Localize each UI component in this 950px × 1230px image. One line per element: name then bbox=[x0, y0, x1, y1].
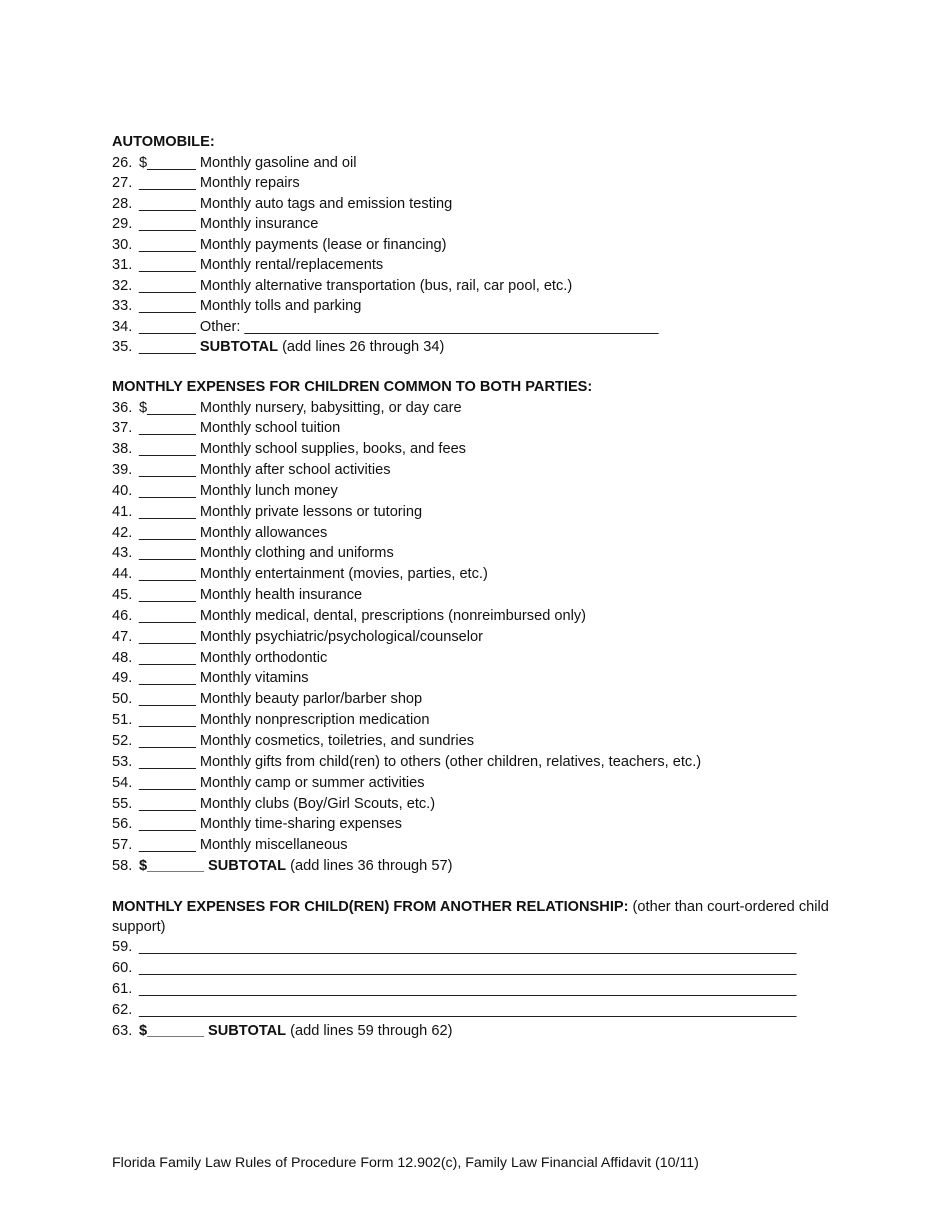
line-label: Monthly alternative transportation (bus, rail, car pool, etc.) bbox=[199, 277, 573, 294]
amount-blank[interactable]: _______ bbox=[139, 712, 196, 729]
line-number: 27. bbox=[112, 175, 133, 191]
form-line bbox=[112, 564, 842, 585]
form-line bbox=[112, 668, 842, 689]
amount-blank[interactable]: _______ bbox=[139, 524, 196, 541]
children-common-section bbox=[112, 377, 842, 877]
form-line bbox=[112, 585, 842, 606]
line-number: 63. bbox=[112, 1022, 133, 1039]
line-number: 43. bbox=[112, 545, 133, 562]
line-number: 38. bbox=[112, 441, 133, 458]
line-number: 39. bbox=[112, 462, 133, 479]
line-number: 30. bbox=[112, 236, 133, 253]
amount-blank[interactable]: _______ bbox=[139, 175, 196, 191]
line-number: 53. bbox=[112, 753, 133, 770]
form-line bbox=[112, 523, 842, 544]
children-other-heading-bold: MONTHLY EXPENSES FOR CHILD(REN) FROM ANOTHER RELATIONSHIP: bbox=[112, 899, 629, 915]
automobile-section bbox=[112, 132, 842, 358]
form-line bbox=[112, 317, 842, 338]
line-label: Monthly repairs bbox=[199, 175, 300, 191]
line-label: Other: ___________________________________________________ bbox=[199, 318, 659, 335]
automobile-subtotal-row bbox=[112, 337, 842, 358]
line-number: 54. bbox=[112, 774, 133, 791]
line-number: 31. bbox=[112, 257, 133, 273]
amount-blank[interactable]: _______ bbox=[139, 503, 196, 520]
amount-blank[interactable]: $_______ bbox=[139, 858, 204, 875]
children-other-rows bbox=[112, 937, 842, 1021]
line-number: 50. bbox=[112, 691, 133, 708]
amount-blank[interactable]: _______ bbox=[139, 566, 196, 583]
form-line bbox=[112, 235, 842, 256]
form-line bbox=[112, 255, 842, 276]
line-label: Monthly tolls and parking bbox=[199, 298, 362, 314]
line-number: 33. bbox=[112, 298, 133, 314]
amount-blank[interactable]: _______ bbox=[139, 795, 196, 812]
amount-blank[interactable]: $______ bbox=[139, 154, 196, 171]
amount-blank[interactable]: _________________________________________________________________________________ bbox=[139, 980, 797, 997]
line-label: Monthly miscellaneous bbox=[199, 837, 348, 854]
line-number: 35. bbox=[112, 339, 133, 355]
amount-blank[interactable]: _______ bbox=[139, 607, 196, 624]
amount-blank[interactable]: _______ bbox=[139, 420, 196, 437]
line-number: 36. bbox=[112, 399, 133, 416]
line-number: 51. bbox=[112, 712, 133, 729]
form-line bbox=[112, 627, 842, 648]
amount-blank[interactable]: _______ bbox=[139, 257, 196, 273]
automobile-rows bbox=[112, 153, 842, 338]
line-number: 60. bbox=[112, 959, 133, 976]
subtotal-label: SUBTOTAL bbox=[199, 339, 278, 355]
line-number: 37. bbox=[112, 420, 133, 437]
line-number: 59. bbox=[112, 939, 133, 955]
line-label: Monthly rental/replacements bbox=[199, 257, 384, 273]
form-line bbox=[112, 153, 842, 174]
form-line bbox=[112, 418, 842, 439]
amount-blank[interactable]: $______ bbox=[139, 399, 196, 416]
form-line bbox=[112, 794, 842, 815]
line-number: 62. bbox=[112, 1001, 133, 1018]
line-label: Monthly orthodontic bbox=[199, 649, 328, 666]
amount-blank[interactable]: _______ bbox=[139, 691, 196, 708]
amount-blank[interactable]: _______ bbox=[139, 216, 196, 232]
line-number: 44. bbox=[112, 566, 133, 583]
automobile-heading: AUTOMOBILE: bbox=[112, 134, 215, 150]
children-other-subtotal-row bbox=[112, 1021, 842, 1042]
line-label: Monthly nonprescription medication bbox=[199, 712, 430, 729]
amount-blank[interactable]: _______ bbox=[139, 441, 196, 458]
line-number: 32. bbox=[112, 277, 133, 294]
line-label: Monthly psychiatric/psychological/counselor bbox=[199, 628, 483, 645]
form-line bbox=[112, 502, 842, 523]
children-other-heading-note: (other than court-ordered child support) bbox=[112, 899, 829, 935]
form-line bbox=[112, 481, 842, 502]
line-number: 47. bbox=[112, 628, 133, 645]
form-line bbox=[112, 398, 842, 419]
line-number: 61. bbox=[112, 980, 133, 997]
form-line bbox=[112, 606, 842, 627]
amount-blank[interactable]: _______ bbox=[139, 298, 196, 314]
subtotal-label: SUBTOTAL bbox=[208, 1022, 287, 1039]
line-label: Monthly insurance bbox=[199, 216, 319, 232]
line-label: Monthly school supplies, books, and fees bbox=[199, 441, 466, 458]
form-footer: Florida Family Law Rules of Procedure Form 12.902(c), Family Law Financial Affidavit (10/11) bbox=[112, 1155, 699, 1171]
subtotal-note: (add lines 26 through 34) bbox=[282, 339, 445, 355]
form-line bbox=[112, 648, 842, 669]
line-label: Monthly allowances bbox=[199, 524, 328, 541]
amount-blank[interactable]: _______ bbox=[139, 670, 196, 687]
line-label: Monthly time-sharing expenses bbox=[199, 816, 402, 833]
form-line bbox=[112, 835, 842, 856]
form-line bbox=[112, 937, 842, 958]
form-line bbox=[112, 979, 842, 1000]
line-number: 52. bbox=[112, 733, 133, 749]
line-number: 29. bbox=[112, 216, 133, 232]
form-line bbox=[112, 194, 842, 215]
form-line bbox=[112, 276, 842, 297]
line-number: 41. bbox=[112, 503, 133, 520]
line-number: 46. bbox=[112, 607, 133, 624]
line-label: Monthly vitamins bbox=[199, 670, 309, 687]
line-label: Monthly nursery, babysitting, or day care bbox=[199, 399, 462, 416]
amount-blank[interactable]: _______ bbox=[139, 649, 196, 666]
line-number: 28. bbox=[112, 195, 133, 212]
form-line bbox=[112, 958, 842, 979]
subtotal-label: SUBTOTAL bbox=[208, 858, 287, 875]
line-label: Monthly private lessons or tutoring bbox=[199, 503, 423, 520]
amount-blank[interactable]: _________________________________________________________________________________ bbox=[139, 939, 797, 955]
form-line bbox=[112, 214, 842, 235]
amount-blank[interactable]: _______ bbox=[139, 733, 196, 749]
form-line bbox=[112, 731, 842, 752]
line-label: Monthly after school activities bbox=[199, 462, 391, 479]
form-line bbox=[112, 689, 842, 710]
amount-blank[interactable]: _______ bbox=[139, 753, 196, 770]
amount-blank[interactable]: _______ bbox=[139, 277, 196, 294]
amount-blank[interactable]: _______ bbox=[139, 236, 196, 253]
line-label: Monthly lunch money bbox=[199, 482, 338, 499]
amount-blank[interactable]: _______ bbox=[139, 587, 196, 604]
amount-blank[interactable]: _______ bbox=[139, 774, 196, 791]
line-number: 57. bbox=[112, 837, 133, 854]
line-number: 58. bbox=[112, 858, 133, 875]
line-number: 40. bbox=[112, 482, 133, 499]
line-label: Monthly entertainment (movies, parties, etc.) bbox=[199, 566, 488, 583]
form-line bbox=[112, 296, 842, 317]
form-line bbox=[112, 1000, 842, 1021]
children-other-heading bbox=[112, 898, 842, 937]
amount-blank[interactable]: _______ bbox=[139, 837, 196, 854]
amount-blank[interactable]: _______ bbox=[139, 195, 196, 212]
children-common-subtotal-row bbox=[112, 856, 842, 877]
line-label: Monthly clubs (Boy/Girl Scouts, etc.) bbox=[199, 795, 436, 812]
line-label: Monthly health insurance bbox=[199, 587, 363, 604]
form-line bbox=[112, 710, 842, 731]
children-other-section bbox=[112, 898, 842, 1041]
amount-blank[interactable]: $_______ bbox=[139, 1022, 204, 1039]
line-label: Monthly clothing and uniforms bbox=[199, 545, 394, 562]
amount-blank[interactable]: _______ bbox=[139, 462, 196, 479]
line-number: 49. bbox=[112, 670, 133, 687]
amount-blank[interactable]: _______ bbox=[139, 816, 196, 833]
line-number: 56. bbox=[112, 816, 133, 833]
line-number: 48. bbox=[112, 649, 133, 666]
amount-blank[interactable]: _________________________________________________________________________________ bbox=[139, 959, 797, 976]
children-common-rows bbox=[112, 398, 842, 857]
line-label: Monthly beauty parlor/barber shop bbox=[199, 691, 423, 708]
children-common-heading: MONTHLY EXPENSES FOR CHILDREN COMMON TO BOTH PARTIES: bbox=[112, 379, 593, 395]
line-label: Monthly cosmetics, toiletries, and sundries bbox=[199, 733, 475, 749]
form-line bbox=[112, 814, 842, 835]
line-label: Monthly auto tags and emission testing bbox=[199, 195, 453, 212]
line-label: Monthly gasoline and oil bbox=[199, 154, 357, 171]
subtotal-note: (add lines 36 through 57) bbox=[290, 858, 453, 875]
line-number: 42. bbox=[112, 524, 133, 541]
amount-blank[interactable]: _______ bbox=[139, 482, 196, 499]
line-label: Monthly medical, dental, prescriptions (nonreimbursed only) bbox=[199, 607, 586, 624]
line-number: 45. bbox=[112, 587, 133, 604]
form-line bbox=[112, 773, 842, 794]
subtotal-note: (add lines 59 through 62) bbox=[290, 1022, 453, 1039]
line-label: Monthly school tuition bbox=[199, 420, 341, 437]
line-number: 55. bbox=[112, 795, 133, 812]
form-line bbox=[112, 752, 842, 773]
line-number: 26. bbox=[112, 154, 133, 171]
line-number: 34. bbox=[112, 318, 133, 335]
form-line bbox=[112, 173, 842, 194]
line-label: Monthly gifts from child(ren) to others (other children, relatives, teachers, etc.) bbox=[199, 753, 702, 770]
form-line bbox=[112, 439, 842, 460]
amount-blank[interactable]: _______ bbox=[139, 545, 196, 562]
line-label: Monthly camp or summer activities bbox=[199, 774, 425, 791]
amount-blank[interactable]: _______ bbox=[139, 628, 196, 645]
form-line bbox=[112, 543, 842, 564]
amount-blank[interactable]: _______ bbox=[139, 318, 196, 335]
form-line bbox=[112, 460, 842, 481]
amount-blank[interactable]: _________________________________________________________________________________ bbox=[139, 1001, 797, 1018]
line-label: Monthly payments (lease or financing) bbox=[199, 236, 447, 253]
amount-blank[interactable]: _______ bbox=[139, 339, 196, 355]
